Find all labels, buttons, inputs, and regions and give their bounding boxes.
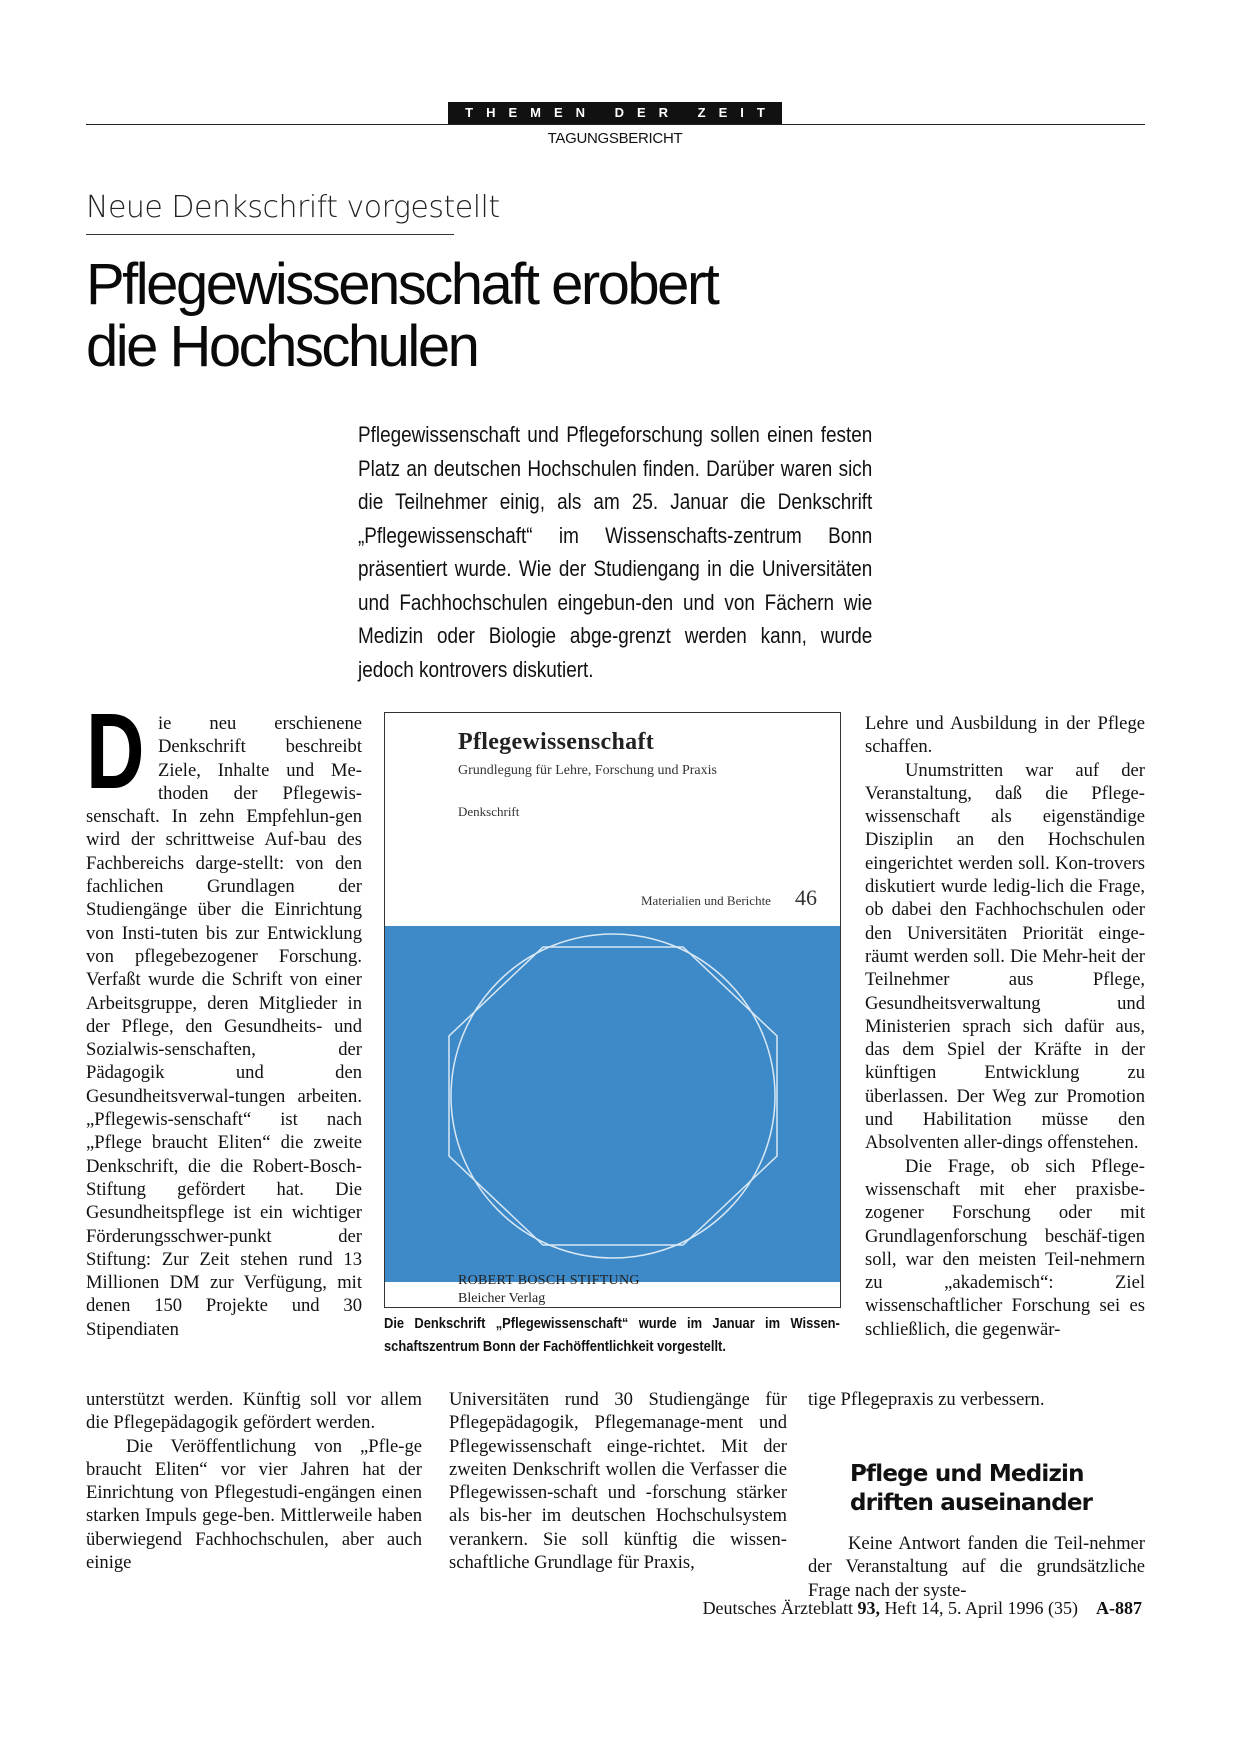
page-number: A-887 xyxy=(1096,1598,1142,1618)
header-rule xyxy=(86,124,1145,125)
article-kicker: Neue Denkschrift vorgestellt xyxy=(86,190,500,225)
paragraph: Universitäten rund 30 Studiengänge für Pflegepädagogik, Pflegemanage-ment und Pflegewissenschaft einge-richtet. Mit der zweiten Denkschrift wollen die Verfasser die Pflegewissen-schaft und -forschung stärker als bis-her im deutschen Hochschulsystem verankern. Sie soll künftig die wissen-schaftliche Grundlage für Praxis, xyxy=(449,1389,787,1574)
dropcap-line-1: ie neu erschienene xyxy=(158,713,362,734)
column-1-bottom xyxy=(86,1388,422,1574)
dropcap-line-2: Denkschrift beschreibt xyxy=(158,736,362,758)
column-1-top xyxy=(86,712,362,1341)
dropcap-line-3: Ziele, Inhalte und Me- xyxy=(158,759,362,781)
column-1-paragraph: senschaft. In zehn Empfehlun-gen wird der schrittweise Auf-bau des Fachbereichs darge-stellt: von den fachlichen Grundlagen der Studiengänge über die Einrichtung von Insti-tuten bis zur Entwicklung von pflegebezogener Forschung. Verfaßt wurde die Schrift von einer Arbeitsgruppe, deren Mitglieder in der Pflege, den Gesundheits- und Sozialwis-senschaften, der Pädagogik und den Gesundheitsverwal-tungen arbeiten. „Pflegewis-senschaft“ ist nach „Pflege braucht Eliten“ die zweite Denkschrift, die die Robert-Bosch-Stiftung gefördert hat. Die Gesundheitspflege ist ein wichtiger Förderungsschwer-punkt der Stiftung: Zur Zeit stehen rund 13 Millionen DM zur Verfügung, mit denen 150 Projekte und 30 Stipendiaten xyxy=(86,806,362,1340)
paragraph: Lehre und Ausbildung in der Pflege schaffen. xyxy=(865,713,1145,758)
column-3-bottom xyxy=(808,1388,1145,1411)
subheading-line-2: driften auseinander xyxy=(850,1490,1093,1516)
cover-type: Denkschrift xyxy=(458,804,520,819)
article-lead: Pflegewissenschaft und Pflegeforschung sollen einen festen Platz an deutschen Hochschulen finden. Darüber waren sich die Teilnehmer einig, als am 25. Januar die Denkschrift „Pflegewissenschaft“ im Wissenschafts-zentrum Bonn präsentiert wurde. Wie der Studiengang in die Universitäten und Fachhochschulen eingebun-den und von Fächern wie Medizin oder Biologie abge-grenzt werden kann, wurde jedoch kontrovers diskutiert. xyxy=(358,422,873,682)
journal-volume: 93, xyxy=(857,1598,881,1618)
column-3-top xyxy=(865,712,1145,1341)
cover-number: 46 xyxy=(795,885,817,910)
section-label: THEMEN DER ZEIT xyxy=(448,102,782,124)
paragraph: Die Veröffentlichung von „Pfle-ge braucht Eliten“ vor vier Jahren hat der Einrichtung von Pflegestudi-engängen einen starken Impuls gege-ben. Mittlerweile haben überwiegend Fachhochschulen, aber auch einige xyxy=(86,1435,422,1574)
subheading-line-1: Pflege und Medizin xyxy=(850,1461,1084,1487)
paragraph: Unumstritten war auf der Veranstaltung, daß die Pflege-wissenschaft als eigenständige Disziplin an den Hochschulen eingerichtet werden soll. Kon-trovers diskutiert wurde ledig-lich die Frage, ob dabei den Fachhochschulen oder den Universitäten Priorität einge-räumt werden soll. Die Mehr-heit der Teilnehmer aus Pflege, Gesundheitsverwaltung und Ministerien sprach sich dafür aus, das dem Spiel der Kräfte in der künftigen Entwicklung zu überlassen. Der Weg zur Promotion und Habilitation müsse den Absolventen aller-dings offenstehen. xyxy=(865,759,1145,1154)
paragraph: Die Frage, ob sich Pflege-wissenschaft mit eher praxisbe-zogener Forschung oder mit Grundlagenforschung beschäf-tigen soll, war den meisten Teil-nehmern zu „akademisch“: Ziel wissenschaftlicher Forschung sei es schließlich, die gegenwär- xyxy=(865,1155,1145,1340)
figure-caption: Die Denkschrift „Pflegewissenschaft“ wurde im Januar im Wissen-schaftszentrum Bonn der Fachöffentlichkeit vorgestellt. xyxy=(384,1315,840,1355)
paragraph: Keine Antwort fanden die Teil-nehmer der Veranstaltung auf die grundsätzliche Frage nach der syste- xyxy=(808,1533,1145,1601)
cover-subtitle: Grundlegung für Lehre, Forschung und Praxis xyxy=(458,763,717,778)
journal-issue: Heft 14, 5. April 1996 (35) xyxy=(884,1598,1078,1618)
headline-line-2: die Hochschulen xyxy=(86,314,478,379)
cover-series: Materialien und Berichte xyxy=(641,893,771,908)
column-3-after-subhead xyxy=(808,1532,1145,1602)
column-2 xyxy=(449,1388,787,1574)
cover-octagon-graphic xyxy=(385,926,840,1266)
journal-name: Deutsches Ärzteblatt xyxy=(702,1598,854,1618)
page-footer xyxy=(703,1598,1142,1619)
cover-publisher: ROBERT BOSCH STIFTUNG xyxy=(458,1273,640,1288)
article-headline xyxy=(86,254,986,378)
subsection-label: TAGUNGSBERICHT xyxy=(547,130,683,147)
section-subheading xyxy=(850,1460,1130,1518)
headline-line-1: Pflegewissenschaft erobert xyxy=(86,252,718,317)
cover-imprint: Bleicher Verlag xyxy=(458,1291,546,1306)
drop-cap: D xyxy=(86,690,145,811)
kicker-rule xyxy=(86,234,454,235)
paragraph: tige Pflegepraxis zu verbessern. xyxy=(808,1389,1045,1410)
paragraph: unterstützt werden. Künftig soll vor allem die Pflegepädagogik gefördert werden. xyxy=(86,1389,422,1434)
cover-title: Pflegewissenschaft xyxy=(458,729,655,755)
dropcap-line-4: thoden der Pflegewis- xyxy=(158,782,362,804)
book-cover-figure xyxy=(384,712,841,1308)
